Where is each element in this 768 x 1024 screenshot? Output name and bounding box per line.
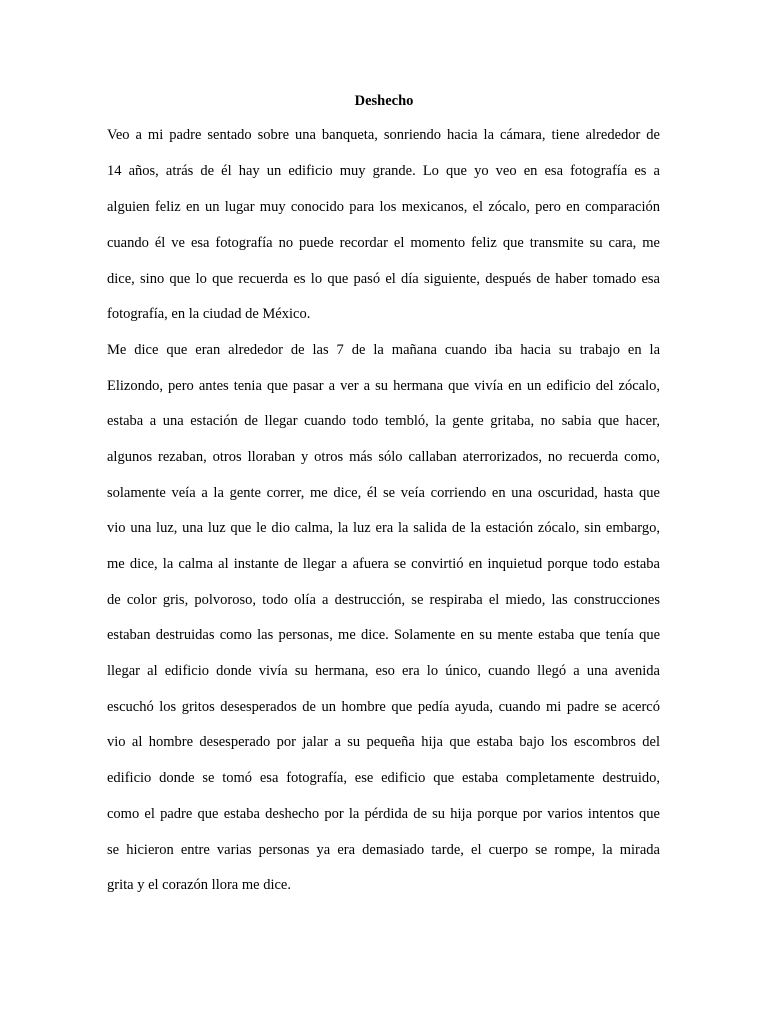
paragraph-line: fotografía, en la ciudad de México.	[107, 306, 311, 322]
paragraph-line: grita y el corazón llora me dice.	[107, 877, 291, 893]
paragraph-line: estaba a una estación de llegar cuando todo tembló, la gente gritaba, no sabia que hacer,	[107, 413, 660, 429]
paragraph-line: vio una luz, una luz que le dio calma, la luz era la salida de la estación zócalo, sin embargo,	[107, 520, 660, 536]
paragraph-line: Veo a mi padre sentado sobre una banqueta, sonriendo hacia la cámara, tiene alrededor de	[107, 127, 660, 143]
paragraph-line: cuando él ve esa fotografía no puede recordar el momento feliz que transmite su cara, me	[107, 235, 660, 251]
paragraph-line: alguien feliz en un lugar muy conocido para los mexicanos, el zócalo, pero en comparación	[107, 199, 660, 215]
paragraph-line: vio al hombre desesperado por jalar a su pequeña hija que estaba bajo los escombros del	[107, 734, 660, 750]
paragraph-line: 14 años, atrás de él hay un edificio muy grande. Lo que yo veo en esa fotografía es a	[107, 163, 660, 179]
paragraph-line: como el padre que estaba deshecho por la pérdida de su hija porque por varios intentos que	[107, 806, 660, 822]
paragraph-line: escuchó los gritos desesperados de un hombre que pedía ayuda, cuando mi padre se acercó	[107, 699, 660, 715]
paragraph-line: estaban destruidas como las personas, me dice. Solamente en su mente estaba que tenía que	[107, 627, 660, 643]
paragraph-line: de color gris, polvoroso, todo olía a destrucción, se respiraba el miedo, las construcciones	[107, 592, 660, 608]
paragraph-line: edificio donde se tomó esa fotografía, ese edificio que estaba completamente destruido,	[107, 770, 660, 786]
paragraph-line: solamente veía a la gente correr, me dice, él se veía corriendo en una oscuridad, hasta que	[107, 485, 660, 501]
paragraph-line: se hicieron entre varias personas ya era demasiado tarde, el cuerpo se rompe, la mirada	[107, 842, 660, 858]
paragraph-line: Elizondo, pero antes tenia que pasar a ver a su hermana que vivía en un edificio del zócalo,	[107, 378, 660, 394]
paragraph-line: dice, sino que lo que recuerda es lo que pasó el día siguiente, después de haber tomado esa	[107, 271, 660, 287]
paragraph-line: me dice, la calma al instante de llegar a afuera se convirtió en inquietud porque todo estaba	[107, 556, 660, 572]
document-title: Deshecho	[354, 93, 414, 109]
paragraph-line: llegar al edificio donde vivía su hermana, eso era lo único, cuando llegó a una avenida	[107, 663, 660, 679]
paragraph-line: Me dice que eran alrededor de las 7 de la mañana cuando iba hacia su trabajo en la	[107, 342, 660, 358]
paragraph-line: algunos rezaban, otros lloraban y otros más sólo callaban aterrorizados, no recuerda como,	[107, 449, 660, 465]
